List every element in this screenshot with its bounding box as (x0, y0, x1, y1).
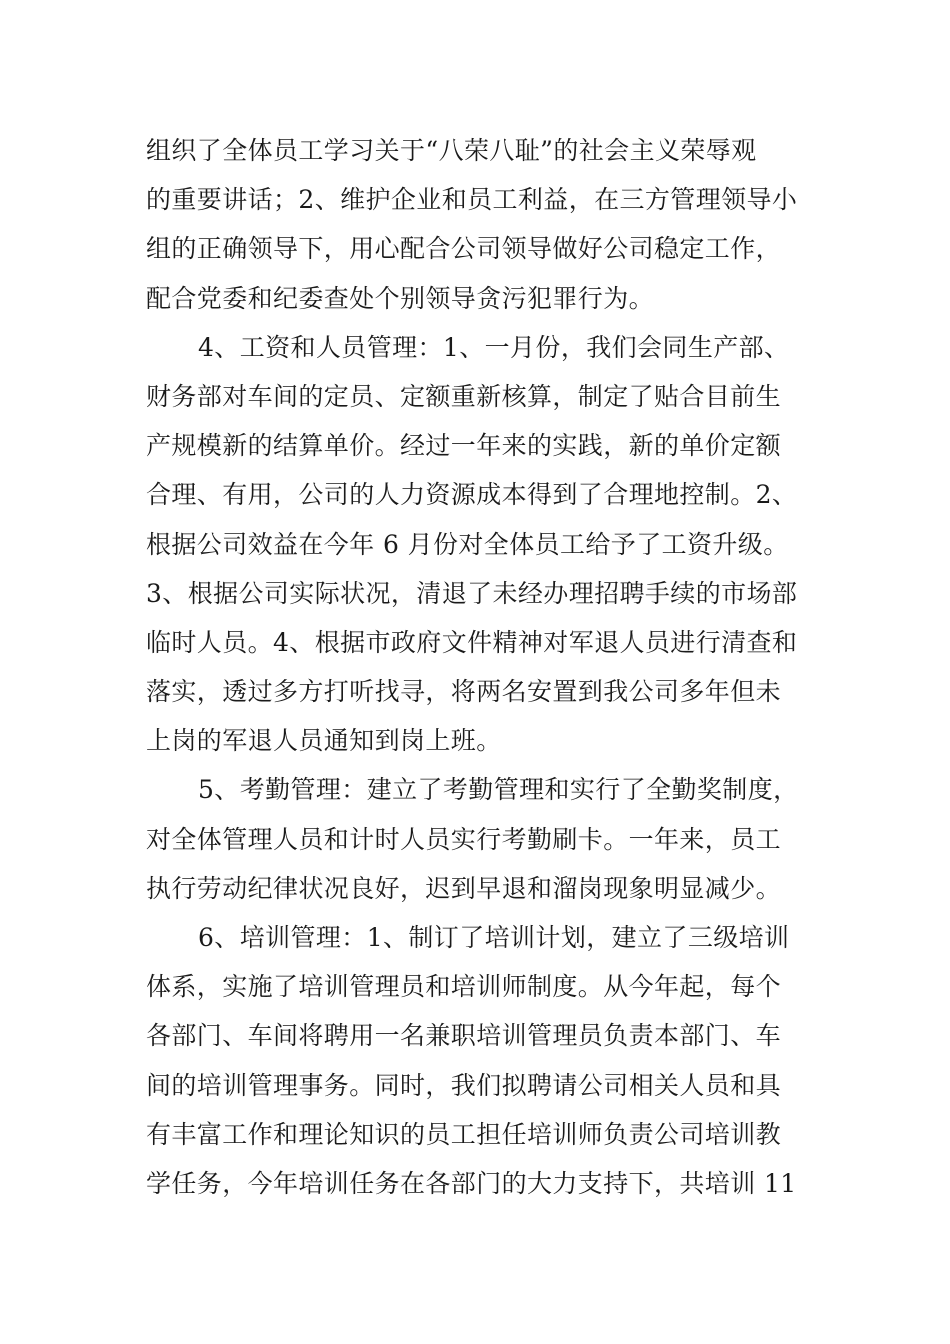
text-line: 配合党委和纪委查处个别领导贪污犯罪行为。 (146, 283, 655, 313)
text-line: 组的正确领导下，用心配合公司领导做好公司稳定工作， (146, 234, 782, 264)
paragraph-first-line: 4、工资和人员管理：1、一月份，我们会同生产部、 (198, 332, 790, 362)
text-line: 3、根据公司实际状况，清退了未经办理招聘手续的市场部 (146, 578, 798, 608)
text-line: 执行劳动纪律状况良好，迟到早退和溜岗现象明显减少。 (146, 873, 782, 903)
paragraph-first-line: 6、培训管理：1、制订了培训计划，建立了三级培训 (198, 923, 790, 952)
text-line: 体系，实施了培训管理员和培训师制度。从今年起，每个 (146, 972, 782, 1002)
text-line: 上岗的军退人员通知到岗上班。 (146, 726, 502, 756)
paragraph-first-line: 5、考勤管理：建立了考勤管理和实行了全勤奖制度， (198, 775, 799, 805)
text-line: 间的培训管理事务。同时，我们拟聘请公司相关人员和具 (146, 1070, 782, 1100)
text-line: 组织了全体员工学习关于“八荣八耻”的社会主义荣辱观 (146, 136, 757, 165)
body-text (146, 126, 806, 1208)
text-line: 根据公司效益在今年 6 月份对全体员工给予了工资升级。 (146, 529, 789, 559)
text-line: 落实，透过多方打听找寻，将两名安置到我公司多年但未 (146, 677, 782, 707)
text-line: 的重要讲话；2、维护企业和员工利益，在三方管理领导小 (146, 185, 798, 215)
text-line: 有丰富工作和理论知识的员工担任培训师负责公司培训教 (146, 1119, 782, 1149)
text-line: 产规模新的结算单价。经过一年来的实践，新的单价定额 (146, 431, 782, 461)
text-line: 对全体管理人员和计时人员实行考勤刷卡。一年来，员工 (146, 824, 782, 854)
text-line: 各部门、车间将聘用一名兼职培训管理员负责本部门、车 (146, 1021, 782, 1051)
text-line: 合理、有用，公司的人力资源成本得到了合理地控制。2、 (146, 480, 798, 510)
text-line: 学任务，今年培训任务在各部门的大力支持下，共培训 11 (146, 1168, 797, 1198)
text-line: 临时人员。4、根据市政府文件精神对军退人员进行清查和 (146, 627, 798, 657)
text-line: 财务部对车间的定员、定额重新核算，制定了贴合目前生 (146, 381, 782, 411)
